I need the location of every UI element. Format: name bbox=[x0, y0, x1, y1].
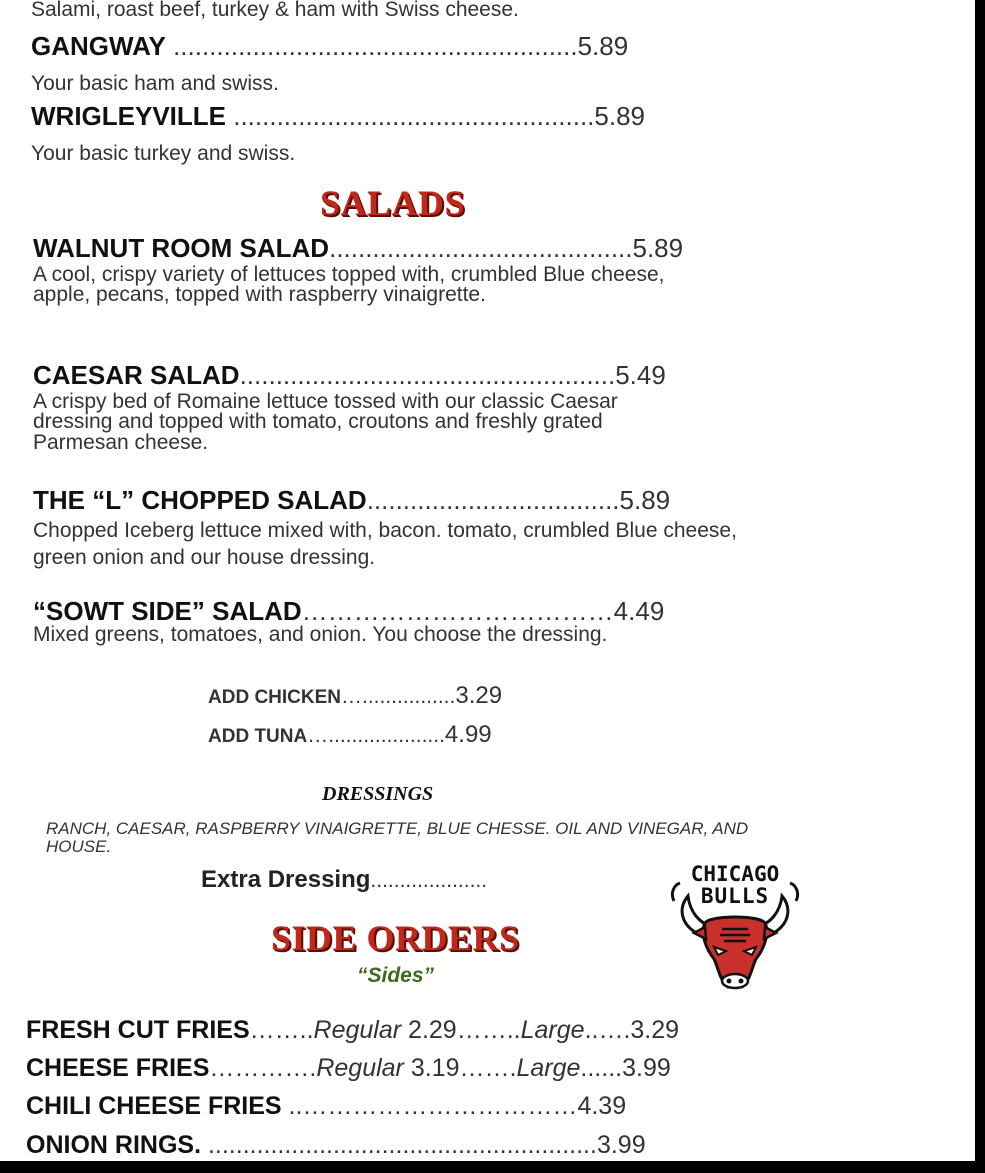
leader-dots: …….. bbox=[249, 1016, 314, 1044]
item-name: “SOWT SIDE” SALAD bbox=[33, 596, 302, 626]
item-price: 5.89 bbox=[619, 485, 671, 515]
item-description: A crispy bed of Romaine lettuce tossed with our classic Caesar dressing and topped with tomato, croutons and freshly grated Parmesan cheese. bbox=[33, 390, 618, 454]
leader-dots: .................................................. bbox=[226, 101, 595, 131]
section-title-side-orders: SIDE ORDERS bbox=[271, 918, 520, 958]
addon-chicken bbox=[208, 682, 502, 710]
item-name: THE “L” CHOPPED SALAD bbox=[33, 485, 367, 515]
item-name: ONION RINGS. bbox=[26, 1131, 202, 1159]
side-item-fresh-cut-fries bbox=[26, 1016, 679, 1045]
menu-item-l-chopped-salad bbox=[33, 485, 670, 516]
leader-dots: ……. bbox=[459, 1054, 517, 1082]
item-name: CHILI CHEESE FRIES bbox=[26, 1092, 282, 1120]
page-edge-bottom bbox=[0, 1161, 985, 1173]
item-price: 5.89 bbox=[577, 31, 629, 61]
dressings-list: RANCH, CAESAR, RASPBERRY VINAIGRETTE, BLUE CHESSE. OIL AND VINEGAR, AND HOUSE. bbox=[46, 819, 749, 856]
item-name: FRESH CUT FRIES bbox=[26, 1016, 250, 1044]
item-name: GANGWAY bbox=[31, 31, 166, 61]
addon-name: ADD CHICKEN bbox=[208, 687, 341, 708]
size-large-label: Large bbox=[520, 1016, 585, 1044]
side-item-cheese-fries bbox=[26, 1054, 671, 1083]
leader-dots: ….................... bbox=[307, 724, 445, 747]
item-description: Your basic turkey and swiss. bbox=[31, 142, 296, 165]
item-name: WALNUT ROOM SALAD bbox=[33, 233, 330, 263]
menu-item-wrigleyville bbox=[31, 101, 645, 132]
item-name: CHEESE FRIES bbox=[26, 1054, 210, 1082]
item-price: 4.49 bbox=[613, 596, 665, 626]
size-regular-label: Regular bbox=[316, 1054, 404, 1082]
item-price: 5.89 bbox=[594, 101, 646, 131]
leader-dots: ……………………………… bbox=[301, 596, 614, 626]
item-price: 4.39 bbox=[577, 1092, 627, 1120]
item-description: A cool, crispy variety of lettuces topped with, crumbled Blue cheese, apple, pecans, topped with raspberry vinaigrette. bbox=[33, 263, 665, 307]
leader-dots: ................................... bbox=[366, 485, 620, 515]
price-regular: 2.29 bbox=[401, 1016, 457, 1044]
addon-price: 3.29 bbox=[455, 682, 503, 709]
item-price: 5.49 bbox=[615, 360, 666, 390]
leader-dots: .......................................... bbox=[329, 233, 633, 263]
item-description: Salami, roast beef, turkey & ham with Swiss cheese. bbox=[31, 0, 519, 21]
menu-item-walnut-room-salad bbox=[33, 233, 683, 264]
section-title-salads: SALADS bbox=[320, 183, 466, 223]
page-edge-right bbox=[975, 0, 985, 1173]
addon-tuna bbox=[208, 721, 492, 749]
item-name: CAESAR SALAD bbox=[33, 360, 240, 390]
size-large-label: Large bbox=[516, 1054, 581, 1082]
logo-line-bulls: BULLS bbox=[700, 884, 770, 909]
leader-dots: …………. bbox=[209, 1054, 317, 1082]
sides-subtitle: “Sides” bbox=[357, 964, 435, 987]
addon-name: ADD TUNA bbox=[208, 726, 308, 747]
extra-dressing bbox=[201, 866, 487, 894]
item-description: Your basic ham and swiss. bbox=[31, 72, 279, 95]
side-item-onion-rings bbox=[26, 1131, 646, 1160]
leader-dots: .................................................... bbox=[239, 360, 616, 390]
price-regular: 3.19 bbox=[403, 1054, 460, 1082]
bull-head-icon bbox=[660, 863, 810, 998]
item-description: Mixed greens, tomatoes, and onion. You choose the dressing. bbox=[33, 623, 608, 646]
menu-item-gangway bbox=[31, 31, 628, 62]
item-price: 5.89 bbox=[632, 233, 684, 263]
leader-dots: …................ bbox=[341, 685, 456, 708]
menu-item-caesar-salad bbox=[33, 360, 666, 391]
item-name: WRIGLEYVILLE bbox=[31, 101, 226, 131]
side-item-chili-cheese-fries bbox=[26, 1092, 626, 1121]
size-regular-label: Regular bbox=[313, 1016, 402, 1044]
dressings-title: DRESSINGS bbox=[322, 783, 434, 805]
leader-dots: ...... bbox=[580, 1054, 623, 1082]
extra-dressing-label: Extra Dressing bbox=[201, 866, 371, 893]
item-description: Chopped Iceberg lettuce mixed with, bacon. tomato, crumbled Blue cheese, green onion and our house dressing. bbox=[33, 519, 737, 570]
addon-price: 4.99 bbox=[444, 721, 492, 748]
leader-dots: ........................................................ bbox=[201, 1131, 597, 1159]
leader-dots: ..…………………………… bbox=[281, 1092, 578, 1120]
price-large: 3.29 bbox=[630, 1016, 680, 1044]
chicago-bulls-logo bbox=[660, 863, 810, 998]
logo-line-chicago: CHICAGO bbox=[690, 862, 780, 886]
leader-dots: .................... bbox=[370, 869, 488, 892]
leader-dots: ........................................................ bbox=[165, 31, 578, 61]
price-large: 3.99 bbox=[622, 1054, 671, 1082]
leader-dots: ..…. bbox=[584, 1016, 631, 1044]
item-price: 3.99 bbox=[596, 1131, 646, 1159]
leader-dots: …….. bbox=[456, 1016, 521, 1044]
